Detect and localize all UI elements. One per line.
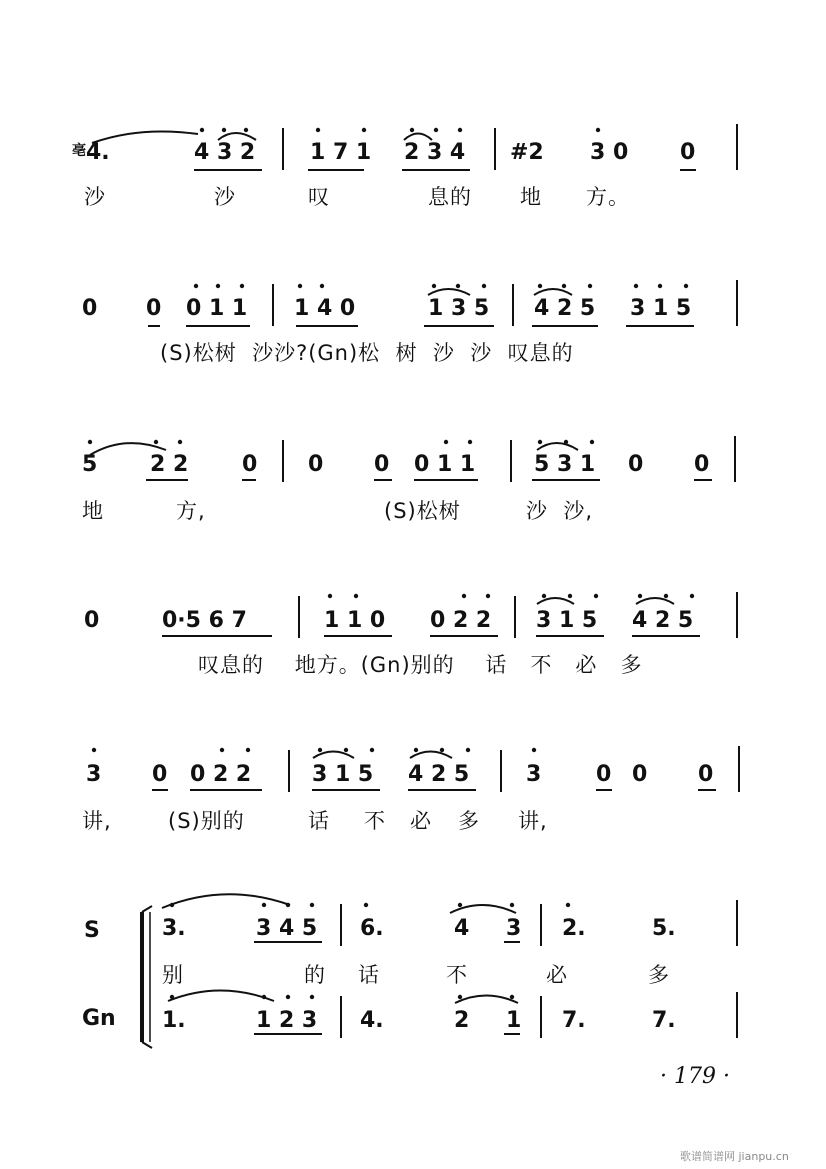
lyric: 息的 [428,185,472,209]
barline [540,996,542,1038]
note-group: 3 1 5 [312,762,374,787]
barline [736,124,738,170]
barline [734,436,736,482]
note-group: 3 0 [590,140,629,165]
lyric: 叹 [308,185,330,209]
note-group: 3 1 5 [630,296,692,321]
note-group: 3 [86,762,102,787]
note-group: 3. [162,916,186,941]
page-number: · 179 · [660,1064,730,1089]
barline [736,992,738,1038]
barline [540,904,542,946]
barline [512,284,514,326]
note-group: 4 [454,916,470,941]
note-group: 0 [632,762,648,787]
lyric: 话 [358,963,380,987]
note-group: 2. [562,916,586,941]
note-group: 7. [562,1008,586,1033]
lyric: 方。 [586,185,630,209]
note-group: 5 3 1 [534,452,596,477]
note-group: 1. [162,1008,186,1033]
barline [272,284,274,326]
barline [282,128,284,170]
lyric: 不 [364,809,386,833]
note-group: 1 [506,1008,522,1033]
note-group: 0 [698,762,714,787]
note-group: 0 [308,452,324,477]
part-label-s: S [84,918,100,943]
note-group: 0 [694,452,710,477]
lyric-line: (S)松树 沙沙?(Gn)松 树 沙 沙 叹息的 [160,341,574,365]
barline [514,596,516,638]
lyric: 沙 沙, [526,499,594,523]
lyric: 方, [176,499,206,523]
barline [282,440,284,482]
note-group: 0 [82,296,98,321]
note-group: 4. [86,140,110,165]
note-group: 4 2 5 [632,608,694,633]
barline [736,592,738,638]
note-group: 1 4 0 [294,296,356,321]
lyric: (S)松树 [384,499,461,523]
note-group: 4 2 5 [408,762,470,787]
barline [500,750,502,792]
lyric: 沙 [84,185,106,209]
note-group: #2 [510,140,544,165]
note-group: 2 3 4 [404,140,466,165]
note-group: 0 [374,452,390,477]
note-group: 2 [454,1008,470,1033]
note-group: 1 2 3 [256,1008,318,1033]
barline [494,128,496,170]
note-group: 5 [82,452,98,477]
note-group: 1 3 5 [428,296,490,321]
lyric: 讲, [518,809,548,833]
barline [738,746,740,792]
lyric: 多 [648,963,670,987]
note-group: 7. [652,1008,676,1033]
note-group: 2 2 [150,452,189,477]
note-group: 0 [152,762,168,787]
lyric: 讲, [82,809,112,833]
lyric: 地 [82,499,104,523]
note-group: 4. [360,1008,384,1033]
note-group: 0·5 6 7 [162,608,247,633]
lyric: 不 [446,963,468,987]
lyric: (S)别的 [168,809,245,833]
note-group: 1 7 1 [310,140,372,165]
barline [298,596,300,638]
note-group: 0 1 1 [414,452,476,477]
barline [340,904,342,946]
lyric: 别 [162,963,184,987]
note-group: 0 2 2 [430,608,492,633]
breath-mark: 亳 [72,143,86,159]
note-group: 0 [84,608,100,633]
note-group: 6. [360,916,384,941]
part-label-gn: Gn [82,1006,116,1031]
lyric-line: 叹息的 地方。(Gn)别的 话 不 必 多 [198,653,643,677]
lyric: 地 [520,185,542,209]
note-group: 0 [242,452,258,477]
lyric: 话 [308,809,330,833]
barline [288,750,290,792]
watermark: 歌谱简谱网 jianpu.cn [680,1150,789,1163]
lyric: 必 [410,809,432,833]
note-group: 3 [526,762,542,787]
note-group: 0 [628,452,644,477]
note-group: 0 2 2 [190,762,252,787]
note-group: 4 2 5 [534,296,596,321]
note-group: 0 1 1 [186,296,248,321]
lyric: 沙 [214,185,236,209]
note-group: 4 3 2 [194,140,256,165]
note-group: 0 [680,140,696,165]
note-group: 0 [146,296,162,321]
lyric: 必 [546,963,568,987]
barline [510,440,512,482]
barline [736,280,738,326]
barline [340,996,342,1038]
note-group: 5. [652,916,676,941]
note-group: 3 [506,916,522,941]
note-group: 1 1 0 [324,608,386,633]
note-group: 3 1 5 [536,608,598,633]
note-group: 0 [596,762,612,787]
note-group: 3 4 5 [256,916,318,941]
lyric: 的 [304,963,326,987]
lyric: 多 [458,809,480,833]
barline [736,900,738,946]
